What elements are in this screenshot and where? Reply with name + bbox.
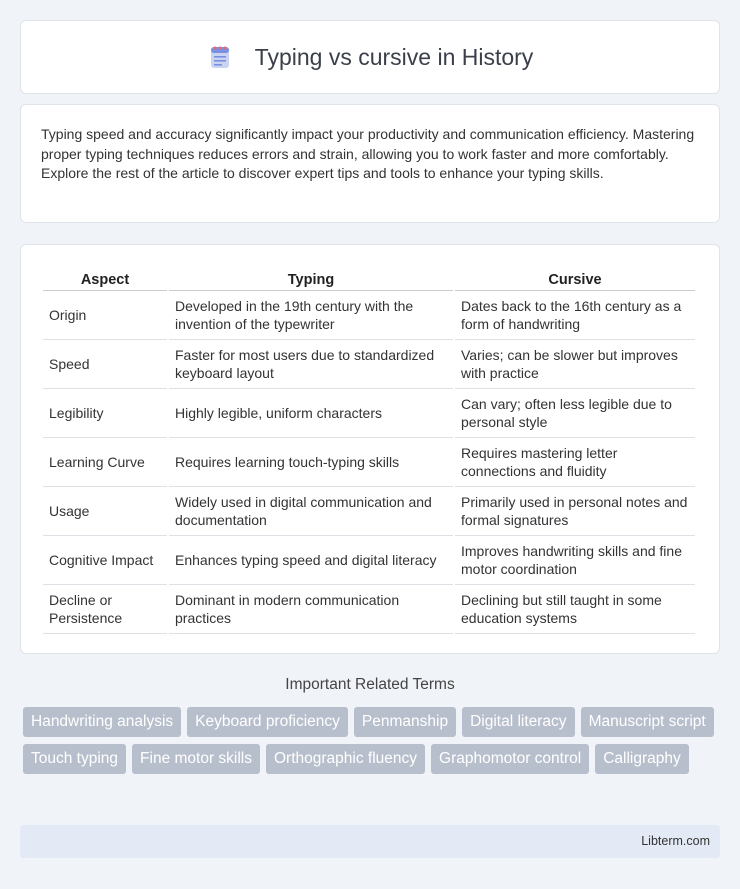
tag-handwriting-analysis[interactable]: Handwriting analysis	[23, 707, 181, 737]
tag-calligraphy[interactable]: Calligraphy	[595, 744, 689, 774]
table-row	[43, 438, 695, 487]
table-row	[43, 585, 695, 634]
cell-cursive: Requires mastering letter connections and fluidity	[455, 438, 695, 487]
cell-aspect: Usage	[43, 487, 167, 536]
cell-cursive: Dates back to the 16th century as a form of handwriting	[455, 291, 695, 340]
table-row	[43, 340, 695, 389]
header-typing: Typing	[169, 267, 453, 291]
tag-orthographic-fluency[interactable]: Orthographic fluency	[266, 744, 425, 774]
footer	[20, 825, 720, 858]
header-card	[20, 20, 720, 94]
cell-cursive: Can vary; often less legible due to personal style	[455, 389, 695, 438]
cell-typing: Highly legible, uniform characters	[169, 389, 453, 438]
table-row	[43, 536, 695, 585]
cell-aspect: Speed	[43, 340, 167, 389]
cell-typing: Requires learning touch-typing skills	[169, 438, 453, 487]
cell-typing: Dominant in modern communication practices	[169, 585, 453, 634]
cell-typing: Widely used in digital communication and documentation	[169, 487, 453, 536]
header-cursive: Cursive	[455, 267, 695, 291]
cell-cursive: Declining but still taught in some education systems	[455, 585, 695, 634]
cell-aspect: Origin	[43, 291, 167, 340]
cell-aspect: Legibility	[43, 389, 167, 438]
header-aspect: Aspect	[43, 267, 167, 291]
tag-fine-motor-skills[interactable]: Fine motor skills	[132, 744, 260, 774]
tag-digital-literacy[interactable]: Digital literacy	[462, 707, 574, 737]
page-title: Typing vs cursive in History	[254, 43, 534, 70]
cell-aspect: Learning Curve	[43, 438, 167, 487]
tag-touch-typing[interactable]: Touch typing	[23, 744, 126, 774]
intro-text: Typing speed and accuracy significantly impact your productivity and communication efficiency. Mastering proper typing techniques reduces errors and strain, allowing you to work faster and more comfortably. Explore the rest of the article to discover expert tips and tools to enhance your typing skills.	[41, 126, 695, 181]
cell-aspect: Cognitive Impact	[43, 536, 167, 585]
cell-cursive: Primarily used in personal notes and formal signatures	[455, 487, 695, 536]
footer-site-link[interactable]: Libterm.com	[641, 834, 710, 848]
notebook-icon	[207, 44, 233, 70]
table-row	[43, 389, 695, 438]
table-row	[43, 291, 695, 340]
cell-typing: Developed in the 19th century with the invention of the typewriter	[169, 291, 453, 340]
cell-cursive: Improves handwriting skills and fine motor coordination	[455, 536, 695, 585]
related-terms-title: Important Related Terms	[285, 676, 455, 693]
related-terms-list	[23, 707, 723, 781]
cell-typing: Faster for most users due to standardized keyboard layout	[169, 340, 453, 389]
tag-penmanship[interactable]: Penmanship	[354, 707, 456, 737]
tag-graphomotor-control[interactable]: Graphomotor control	[431, 744, 589, 774]
tag-manuscript-script[interactable]: Manuscript script	[581, 707, 714, 737]
comparison-card	[20, 244, 720, 654]
comparison-table	[41, 267, 697, 634]
cell-typing: Enhances typing speed and digital literacy	[169, 536, 453, 585]
intro-card	[20, 104, 720, 223]
tag-keyboard-proficiency[interactable]: Keyboard proficiency	[187, 707, 348, 737]
table-row	[43, 487, 695, 536]
table-header-row	[43, 267, 695, 291]
cell-cursive: Varies; can be slower but improves with practice	[455, 340, 695, 389]
cell-aspect: Decline or Persistence	[43, 585, 167, 634]
